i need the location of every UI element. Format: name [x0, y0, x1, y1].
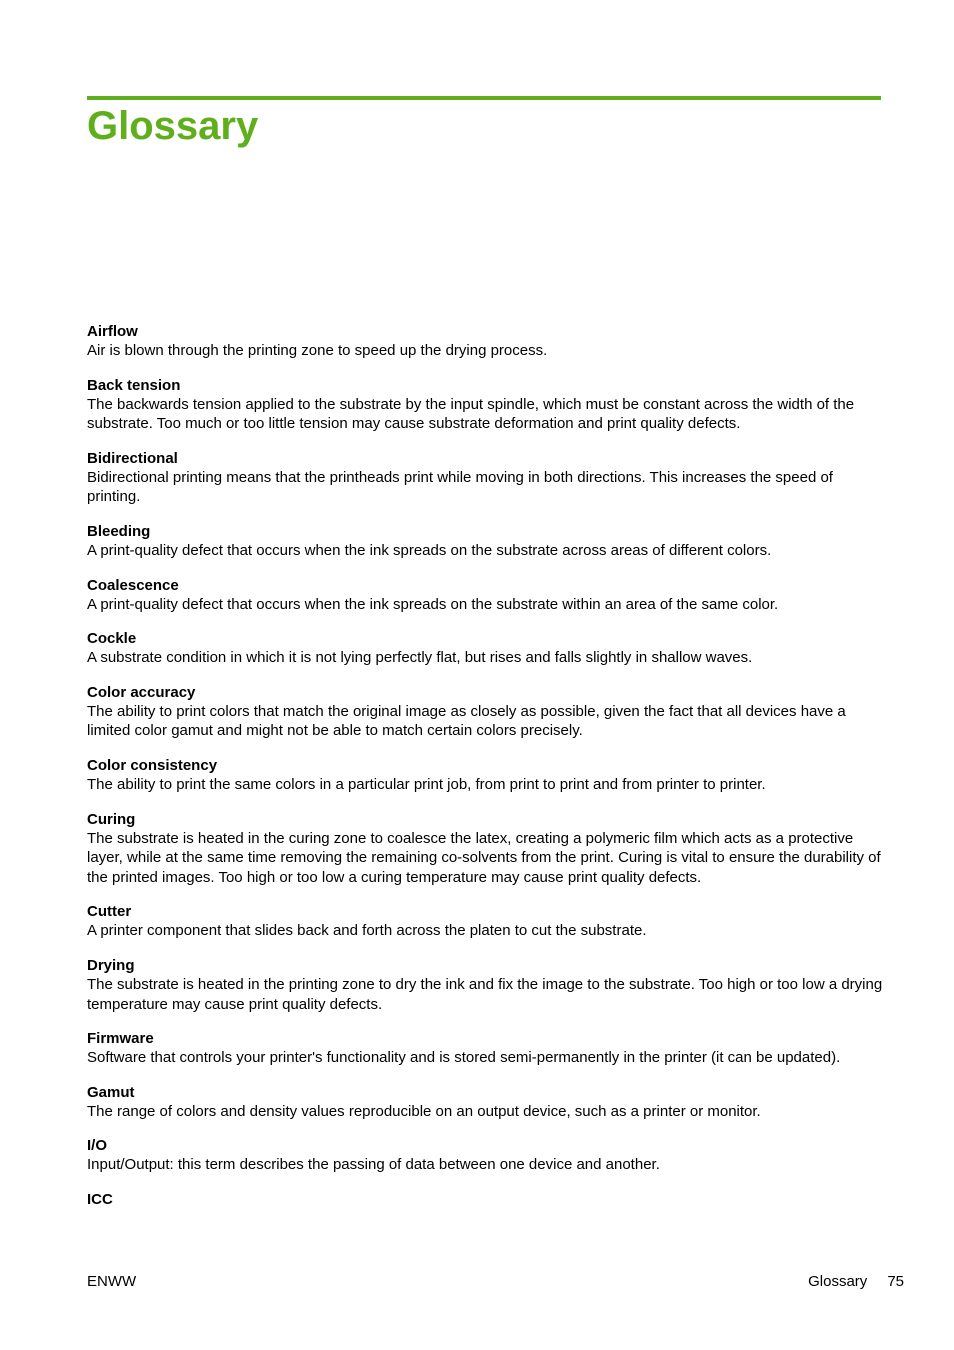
glossary-definition: Input/Output: this term describes the passing of data between one device and another.	[87, 1156, 660, 1174]
glossary-term: Gamut	[87, 1083, 135, 1101]
glossary-term: Firmware	[87, 1030, 154, 1048]
glossary-definition: The ability to print colors that match the original image as closely as possible, given the fact that all devices have a limited color gamut and might not be able to match certain colors precisely.	[87, 702, 846, 740]
page-title: Glossary	[87, 104, 259, 148]
glossary-term: Cutter	[87, 903, 132, 921]
glossary-list	[87, 322, 883, 1224]
glossary-term: Color accuracy	[87, 683, 196, 701]
glossary-entry	[87, 1029, 883, 1068]
glossary-definition: The substrate is heated in the curing zone to coalesce the latex, creating a polymeric film which acts as a protective layer, while at the same time removing the remaining co-solvents from the print. Curing is vital to ensure the durability of the printed images. Too high or too low a curing temperature may cause print quality defects.	[87, 829, 881, 886]
glossary-entry	[87, 756, 883, 795]
glossary-definition: The backwards tension applied to the substrate by the input spindle, which must be constant across the width of the substrate. Too much or too little tension may cause substrate deformation and print quality defects.	[87, 395, 855, 433]
glossary-definition: The ability to print the same colors in a particular print job, from print to print and from printer to printer.	[87, 775, 766, 793]
glossary-term: Color consistency	[87, 756, 218, 774]
glossary-entry	[87, 810, 883, 888]
glossary-term: Back tension	[87, 376, 181, 394]
glossary-term: Bleeding	[87, 522, 151, 540]
glossary-definition: Software that controls your printer's functionality and is stored semi-permanently in the printer (it can be updated).	[87, 1049, 841, 1067]
glossary-entry	[87, 449, 883, 507]
page-number: 75	[887, 1273, 904, 1290]
glossary-term: Drying	[87, 956, 135, 974]
glossary-entry	[87, 1190, 883, 1209]
glossary-term: Airflow	[87, 323, 138, 340]
glossary-term: ICC	[87, 1190, 113, 1208]
glossary-definition: The range of colors and density values reproducible on an output device, such as a printer or monitor.	[87, 1102, 761, 1120]
glossary-entry	[87, 1083, 883, 1122]
glossary-entry	[87, 376, 883, 434]
footer-page-info	[808, 1272, 904, 1291]
glossary-definition: A print-quality defect that occurs when the ink spreads on the substrate within an area of the same color.	[87, 595, 779, 613]
glossary-definition: A printer component that slides back and forth across the platen to cut the substrate.	[87, 922, 647, 940]
glossary-term: Cockle	[87, 630, 137, 648]
glossary-entry	[87, 322, 883, 361]
glossary-definition: Bidirectional printing means that the printheads print while moving in both directions. This increases the speed of printing.	[87, 468, 833, 506]
glossary-definition: The substrate is heated in the printing zone to dry the ink and fix the image to the substrate. Too high or too low a drying temperature may cause print quality defects.	[87, 975, 883, 1013]
glossary-entry	[87, 956, 883, 1014]
glossary-entry	[87, 576, 883, 615]
glossary-term: Curing	[87, 810, 136, 828]
glossary-entry	[87, 522, 883, 561]
glossary-definition: A print-quality defect that occurs when the ink spreads on the substrate across areas of different colors.	[87, 541, 772, 559]
glossary-term: I/O	[87, 1137, 108, 1155]
glossary-entry	[87, 683, 883, 741]
footer-section: Glossary	[808, 1273, 868, 1290]
glossary-entry	[87, 629, 883, 668]
footer-doc-code: ENWW	[87, 1273, 137, 1290]
glossary-definition: Air is blown through the printing zone to speed up the drying process.	[87, 342, 548, 359]
glossary-definition: A substrate condition in which it is not lying perfectly flat, but rises and falls slightly in shallow waves.	[87, 649, 753, 667]
glossary-term: Bidirectional	[87, 449, 178, 467]
glossary-term: Coalescence	[87, 576, 179, 594]
glossary-entry	[87, 902, 883, 941]
glossary-entry	[87, 1136, 883, 1175]
